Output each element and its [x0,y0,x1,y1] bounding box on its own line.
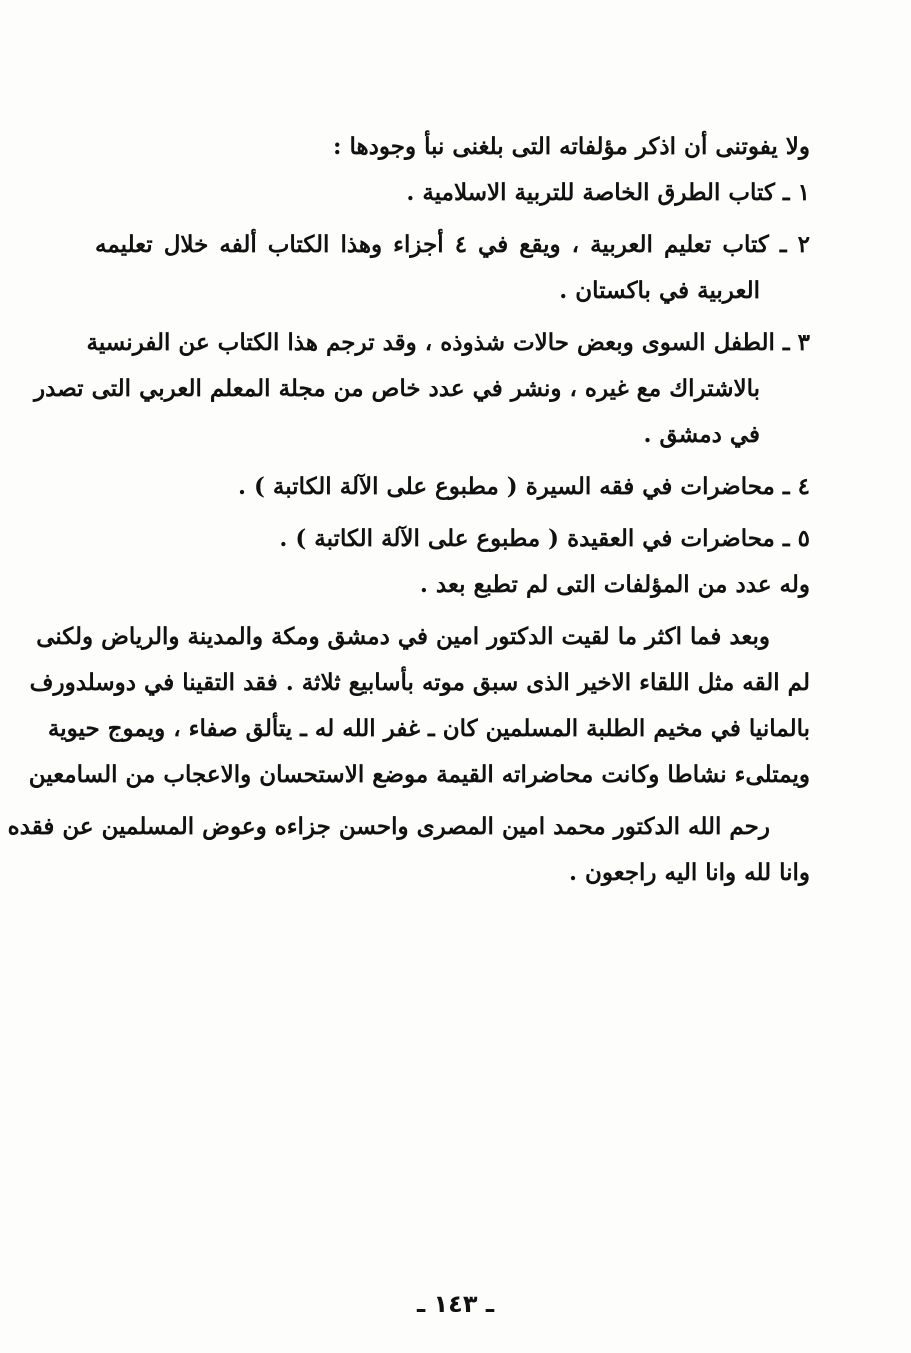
works-list [34,170,810,562]
list-item-line: ٤ ـ محاضرات في فقه السيرة ( مطبوع على الآلة الكاتبة ) . [238,473,810,500]
list-item-2 [95,222,810,314]
list-item-3 [34,320,810,458]
page-body [7,124,810,896]
paragraph-line: وبعد فما اكثر ما لقيت الدكتور امين في دمشق ومكة والمدينة والرياض ولكنى [36,623,770,650]
paragraph-line: بالمانيا في مخيم الطلبة المسلمين كان ـ غفر الله له ـ يتألق صفاء ، ويموج حيوية [47,715,810,742]
list-item-5 [95,516,810,562]
page-number: ـ ١٤٣ ـ [416,1290,495,1318]
list-item-line: العربية في باكستان . [559,277,760,304]
list-item-line: ١ ـ كتاب الطرق الخاصة للتربية الاسلامية . [406,179,810,206]
paragraph-prayer [7,804,810,896]
list-item-line: ٣ ـ الطفل السوى وبعض حالات شذوذه ، وقد ترجم هذا الكتاب عن الفرنسية [86,329,810,356]
paragraph-line: ويمتلىء نشاطا وكانت محاضراته القيمة موضع الاستحسان والاعجاب من السامعين [28,761,810,788]
list-item-4 [95,464,810,510]
list-item-line: في دمشق . [643,421,760,448]
paragraph-meeting [28,614,810,798]
unpublished-note: وله عدد من المؤلفات التى لم تطبع بعد . [419,571,810,598]
paragraph-line: وانا لله وانا اليه راجعون . [568,859,810,886]
list-item-line: ٢ ـ كتاب تعليم العربية ، ويقع في ٤ أجزاء وهذا الكتاب ألفه خلال تعليمه [95,231,810,258]
intro-line: ولا يفوتنى أن اذكر مؤلفاته التى بلغنى نبأ وجودها : [332,133,810,160]
list-item-line: ٥ ـ محاضرات في العقيدة ( مطبوع على الآلة الكاتبة ) . [279,525,810,552]
paragraph-line: لم القه مثل اللقاء الاخير الذى سبق موته بأسابيع ثلاثة . فقد التقينا في دوسلدورف [29,669,810,696]
list-item-1 [95,170,810,216]
list-item-line: بالاشتراك مع غيره ، ونشر في عدد خاص من مجلة المعلم العربي التى تصدر [34,375,760,402]
paragraph-line: رحم الله الدكتور محمد امين المصرى واحسن جزاءه وعوض المسلمين عن فقده [7,813,770,840]
